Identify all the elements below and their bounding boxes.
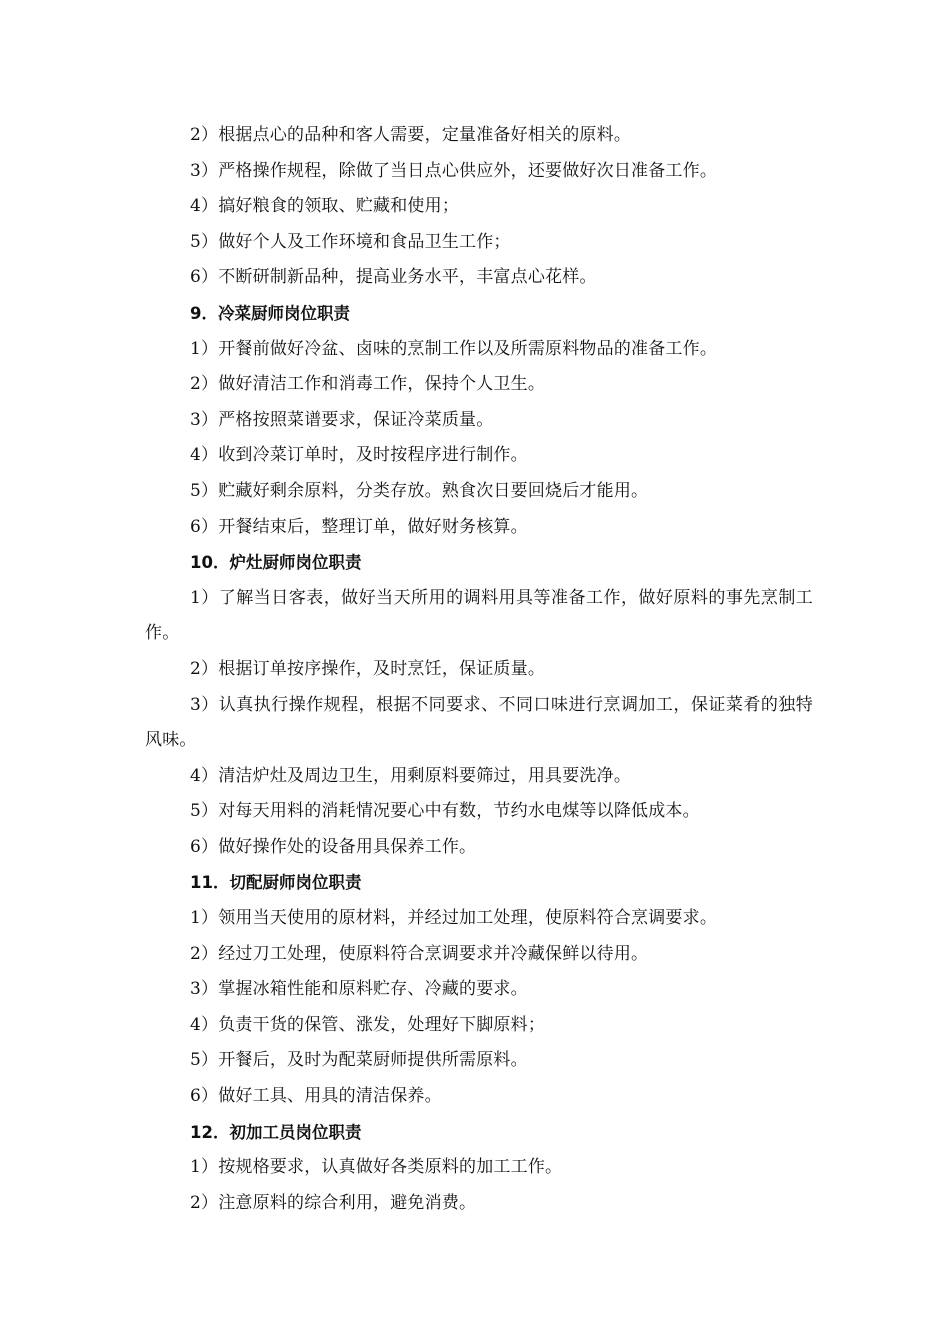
duty-item: 3）认真执行操作规程，根据不同要求、不同口味进行烹调加工，保证菜肴的独特风味。	[145, 694, 813, 751]
section-heading-cold-dish-chef: 9．冷菜厨师岗位职责	[190, 303, 350, 323]
duty-item: 4）搞好粮食的领取、贮藏和使用；	[190, 196, 460, 217]
duty-item: 4）负责干货的保管、涨发，处理好下脚原料；	[190, 1014, 546, 1035]
duty-item: 1）领用当天使用的原材料，并经过加工处理，使原料符合烹调要求。	[190, 908, 718, 929]
duty-item: 3）掌握冰箱性能和原料贮存、冷藏的要求。	[190, 979, 528, 1000]
duty-item: 2）根据点心的品种和客人需要，定量准备好相关的原料。	[190, 125, 632, 145]
section-heading-stove-chef: 10．炉灶厨师岗位职责	[190, 553, 362, 573]
duty-item: 5）贮藏好剩余原料，分类存放。熟食次日要回烧后才能用。	[190, 480, 649, 501]
duty-item: 5）开餐后，及时为配菜厨师提供所需原料。	[190, 1050, 528, 1071]
duty-item: 6）做好工具、用具的清洁保养。	[190, 1086, 442, 1107]
duty-item: 2）根据订单按序操作，及时烹饪，保证质量。	[190, 658, 546, 679]
duty-item: 6）做好操作处的设备用具保养工作。	[190, 836, 477, 857]
duty-item: 2）经过刀工处理，使原料符合烹调要求并冷藏保鲜以待用。	[190, 943, 649, 964]
section-heading-cutting-chef: 11．切配厨师岗位职责	[190, 873, 362, 893]
duty-item: 4）清洁炉灶及周边卫生，用剩原料要筛过，用具要洗净。	[190, 765, 632, 786]
duty-item: 1）按规格要求，认真做好各类原料的加工工作。	[190, 1157, 563, 1178]
duty-item: 4）收到冷菜订单时，及时按程序进行制作。	[190, 445, 528, 466]
duty-item: 2）注意原料的综合利用，避免消费。	[190, 1192, 477, 1213]
duty-item: 2）做好清洁工作和消毒工作，保持个人卫生。	[190, 374, 546, 395]
section-heading-prep-worker: 12．初加工员岗位职责	[190, 1122, 362, 1142]
duty-item: 3）严格按照菜谱要求，保证冷菜质量。	[190, 409, 494, 430]
duty-item: 6）开餐结束后，整理订单，做好财务核算。	[190, 516, 528, 537]
duty-item: 1）开餐前做好冷盆、卤味的烹制工作以及所需原料物品的准备工作。	[190, 338, 718, 359]
duty-item: 5）做好个人及工作环境和食品卫生工作；	[190, 231, 511, 252]
duty-item: 5）对每天用料的消耗情况要心中有数，节约水电煤等以降低成本。	[190, 801, 700, 822]
document-body	[145, 118, 813, 1221]
duty-item: 3）严格操作规程，除做了当日点心供应外，还要做好次日准备工作。	[190, 160, 718, 181]
duty-item: 1）了解当日客表，做好当天所用的调料用具等准备工作，做好原料的事先烹制工作。	[145, 587, 813, 644]
duty-item: 6）不断研制新品种，提高业务水平，丰富点心花样。	[190, 267, 597, 288]
